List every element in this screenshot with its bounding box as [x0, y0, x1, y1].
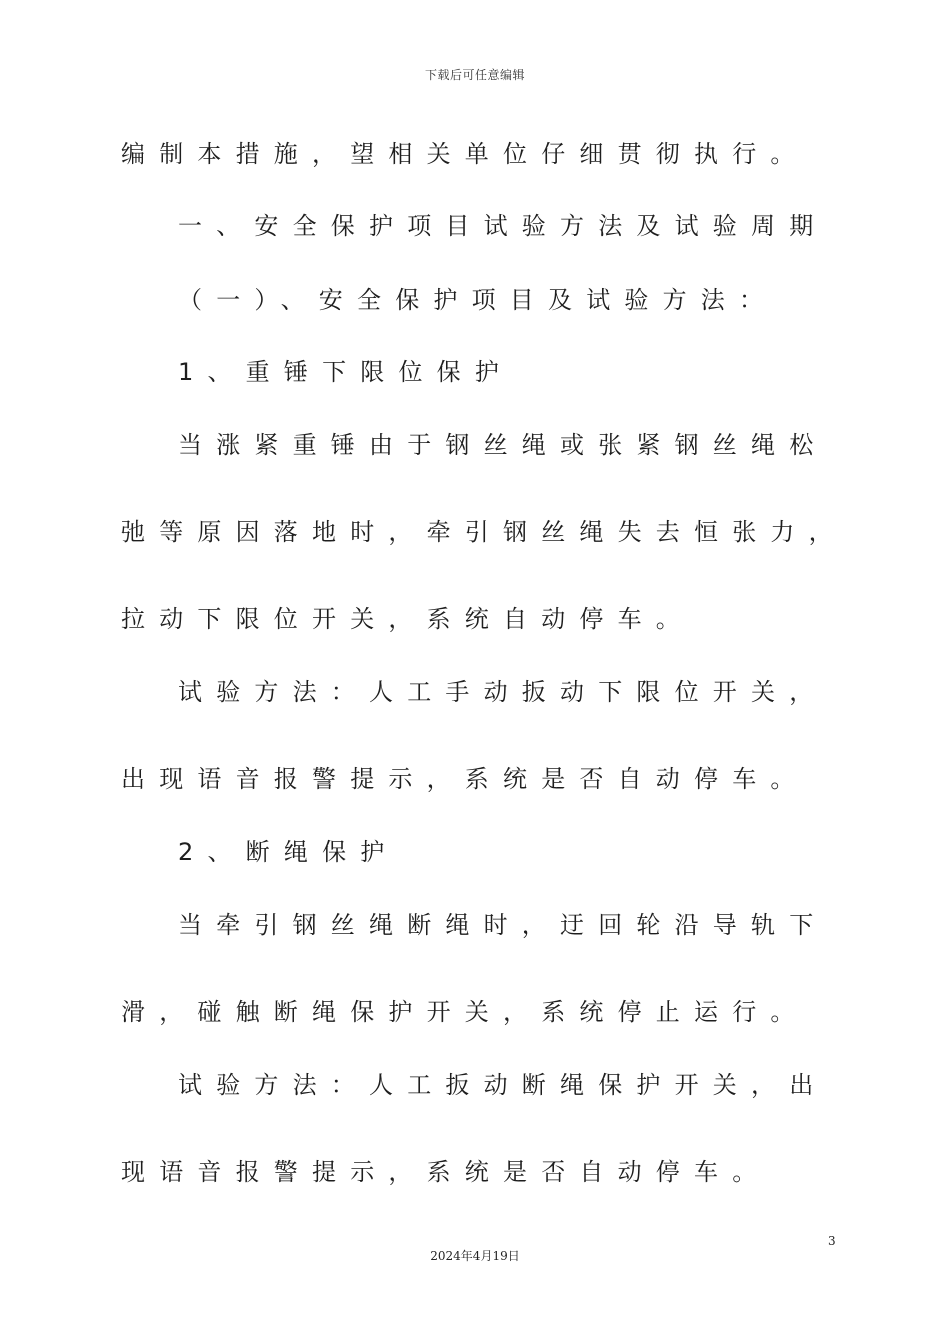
test-method-1-line-1: 试验方法：人工手动扳动下限位开关，: [178, 678, 828, 706]
page-header: 下载后可任意编辑: [424, 68, 525, 82]
paragraph-2-line-1: 当牵引钢丝绳断绳时，迂回轮沿导轨下: [178, 911, 828, 939]
paragraph-1-line-1: 当涨紧重锤由于钢丝绳或张紧钢丝绳松: [178, 431, 828, 459]
test-method-2-line-1: 试验方法：人工扳动断绳保护开关，出: [178, 1071, 828, 1099]
item-heading-1: 1、重锤下限位保护: [178, 358, 514, 386]
paragraph-1-line-3: 拉动下限位开关，系统自动停车。: [121, 605, 694, 633]
page-number: 3: [828, 1234, 836, 1248]
paragraph-1-line-2: 弛等原因落地时，牵引钢丝绳失去恒张力，: [121, 518, 847, 546]
text-line-continuation: 编制本措施，望相关单位仔细贯彻执行。: [121, 140, 809, 168]
item-heading-2: 2、断绳保护: [178, 838, 399, 866]
section-heading: 一、安全保护项目试验方法及试验周期: [178, 212, 828, 240]
test-method-2-line-2: 现语音报警提示，系统是否自动停车。: [121, 1158, 771, 1186]
test-method-1-line-2: 出现语音报警提示，系统是否自动停车。: [121, 765, 809, 793]
subsection-heading: （一）、安全保护项目及试验方法：: [178, 286, 778, 314]
paragraph-2-line-2: 滑，碰触断绳保护开关，系统停止运行。: [121, 998, 809, 1026]
footer-date: 2024年4月19日: [430, 1249, 520, 1263]
